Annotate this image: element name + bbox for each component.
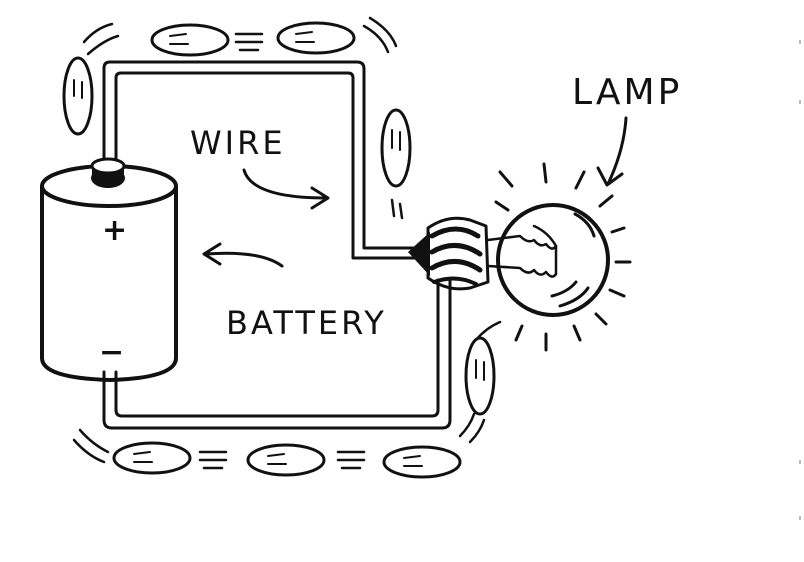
battery bbox=[42, 159, 176, 380]
current-flow-arrow bbox=[204, 244, 282, 266]
field-ring-bottom-left bbox=[114, 443, 190, 473]
negative-terminal-sign: − bbox=[99, 335, 125, 370]
field-ring-bottom-right bbox=[384, 447, 460, 477]
field-ring-top-right bbox=[278, 23, 354, 53]
battery-label: BATTERY bbox=[226, 304, 387, 342]
positive-terminal-sign: + bbox=[102, 213, 128, 248]
lamp-label-arrow bbox=[598, 118, 626, 185]
field-ring-bottom-center bbox=[248, 445, 324, 475]
wire-label: WIRE bbox=[190, 124, 286, 162]
lamp-label: LAMP bbox=[572, 72, 683, 113]
magnetic-field-rings bbox=[64, 18, 500, 477]
lamp-screw-base bbox=[408, 218, 488, 289]
wire-flow-arrow bbox=[244, 170, 328, 208]
lamp bbox=[408, 164, 630, 350]
lamp-bulb bbox=[498, 205, 608, 315]
field-ring-left bbox=[64, 58, 92, 134]
field-ring-lower-right bbox=[466, 338, 494, 414]
battery-terminal bbox=[91, 159, 125, 188]
field-ring-top-left bbox=[152, 25, 228, 55]
field-ring-right bbox=[382, 110, 410, 186]
